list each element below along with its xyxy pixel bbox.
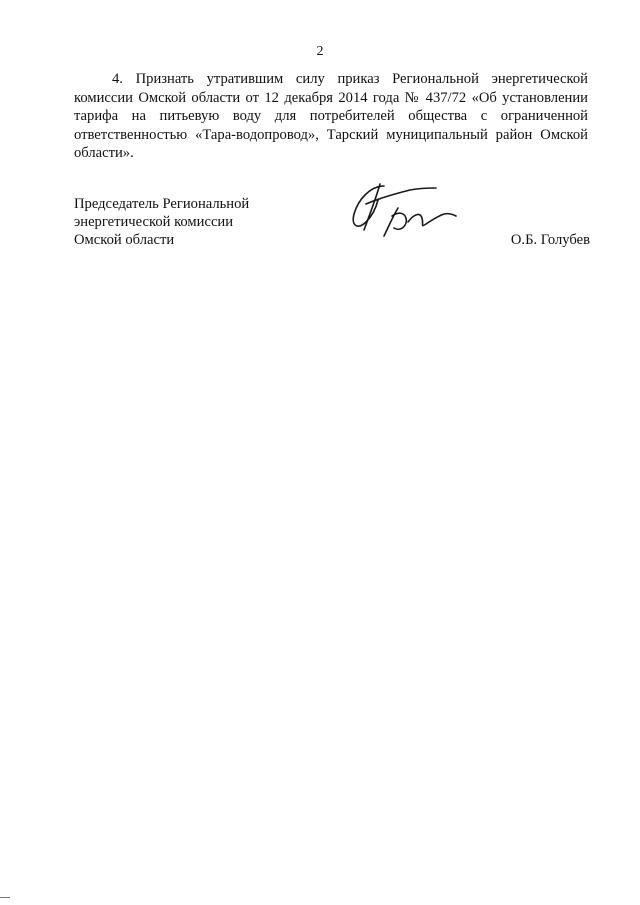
scan-edge-mark [0,897,10,898]
signatory-title-line-1: Председатель Региональной [74,196,250,212]
clause-4-paragraph: 4. Признать утратившим силу приказ Региональной энергетической комиссии Омской области от 12 декабря 2014 года № 437/72 «Об установлении тарифа на питьевую воду для потребителей общества с ограниченной ответственностью «Тара-водопровод», Тарский муниципальный район Омской области». [74,71,588,161]
signatory-title-line-3: Омской области [74,232,175,248]
signatory-title [74,195,274,249]
handwritten-signature [340,178,460,242]
signatory-title-line-2: энергетической комиссии [74,214,234,230]
signatory-name: О.Б. Голубев [510,232,590,248]
page-number: 2 [316,44,324,59]
